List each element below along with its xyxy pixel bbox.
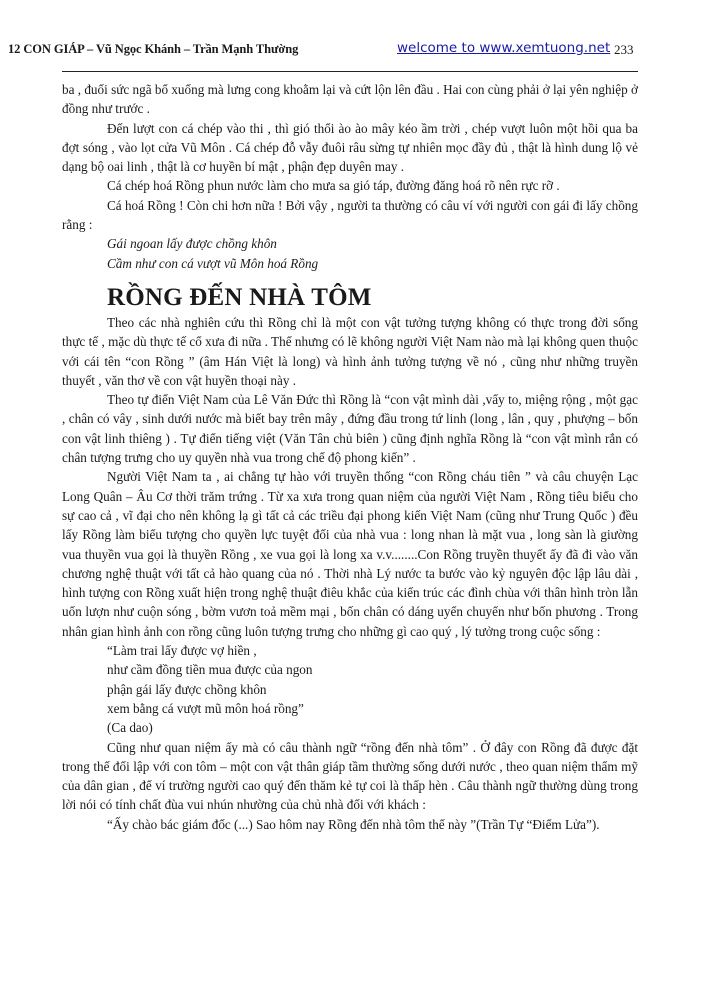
verse-line: Gái ngoan lấy được chồng khôn: [107, 236, 277, 252]
verse-line: xem bằng cá vượt mũ môn hoá rồng”: [107, 700, 304, 716]
page-number: 233: [614, 42, 634, 57]
verse-line: phận gái lấy được chồng khôn: [107, 681, 267, 697]
website-link[interactable]: welcome to www.xemtuong.net: [397, 40, 611, 56]
intro-paragraph-1: ba , đuối sức ngã bổ xuống mà lưng cong khoằm lại và cứt lộn lên đầu . Hai con cùng phải ở lại yên nghiệp ở đồng như trước .: [62, 82, 638, 117]
page-body: [62, 80, 638, 834]
header-divider: [62, 71, 638, 72]
section-paragraph-3: Người Việt Nam ta , ai chẳng tự hào với truyền thống “con Rồng cháu tiên ” và câu chuyện Lạc Long Quân – Âu Cơ thời trăm trứng . Từ xa xưa trong quan niệm của người Việt Nam , Rồng tiêu biểu cho sự cao cả , vĩ đại cho nên không lạ gì tất cả các triều đại phong kiến Việt Nam (cũng như Trung Quốc ) đều lấy Rồng làm biểu tượng cho quyền lực tuyệt đối của nhà vua : long nhan là mặt vua , long sàn là giường vua thuyền vua gọi là thuyền Rồng , xe vua gọi là long xa v.v........Con Rồng truyền thuyết ấy đã đi vào văn chương nghệ thuật với tất cả hào quang của nó . Thời nhà Lý nước ta bước vào kỷ nguyên độc lập lâu dài , hình tượng con Rồng xuất hiện trong nghệ thuật điêu khắc của kiến trúc các đình chùa với thân hình tròn lẵn uốn lượn như cuộn sóng , bờm vươn toả mềm mại , bốn chân có dáng uyển chuyển như bốn phương . Trong nhân gian hình ảnh con rồng cũng luôn tượng trưng cho những gì cao quý , lý tưởng trong cuộc sống :: [62, 469, 638, 639]
page-header: [0, 42, 702, 64]
section-paragraph-5: “Ấy chào bác giám đốc (...) Sao hôm nay Rồng đến nhà tôm thế này ”(Trần Tự “Điểm Lửa”).: [107, 816, 600, 832]
book-title: 12 CON GIÁP – Vũ Ngọc Khánh – Trần Mạnh Thường: [8, 42, 299, 56]
section-paragraph-4: Cũng như quan niệm ấy mà có câu thành ngữ “rồng đến nhà tôm” . Ở đây con Rồng đã được đặt trong thế đối lập với con tôm – một con vật thân giáp tầm thường sống dưới nước , theo quan niệm thẩm mỹ của dân gian , để ví trường người cao quý đến thăm kẻ tự coi là thấp hèn . Câu thành ngữ thường dùng trong lời nói có tính chất đùa vui nhún nhường của chủ nhà đối với khách :: [62, 739, 638, 813]
intro-paragraph-3: Cá chép hoá Rồng phun nước làm cho mưa sa gió táp, đường đăng hoá rõ nên rực rỡ .: [107, 178, 560, 194]
folk-verse: [62, 641, 638, 737]
intro-verse: [62, 234, 638, 273]
verse-source: (Ca dao): [107, 720, 153, 736]
section-paragraph-1: Theo các nhà nghiên cứu thì Rồng chỉ là một con vật tưởng tượng không có thực trong đời sống thực tế , mặc dù thực tế cổ xưa đi nữa . Thế nhưng có lẽ không người Việt Nam nào mà lại không quen thuộc với cái tên “con Rồng ” (âm Hán Việt là long) và hình ảnh tưởng tượng về nó , cũng như những truyền thuyết , văn thơ về con vật huyền thoại này .: [62, 314, 638, 388]
section-paragraph-2: Theo tự điển Việt Nam của Lê Văn Đức thì Rồng là “con vật mình dài ,vẩy to, miệng rộng , một gạc , chân có vây , sinh dưới nước mà biết bay trên mây , đứng đầu trong tứ linh (long , lân , quy , phượng – bốn con vật linh thiêng ) . Tự điển tiếng việt (Văn Tân chủ biên ) cũng định nghĩa Rồng là “con vật mình rắn có chân tượng trưng cho uy quyền nhà vua trong chế độ phong kiến” .: [62, 392, 638, 466]
verse-line: Cầm như con cá vượt vũ Môn hoá Rồng: [107, 255, 319, 271]
verse-line: như cầm đồng tiền mua được của ngon: [107, 662, 313, 678]
intro-paragraph-4: Cá hoá Rồng ! Còn chi hơn nữa ! Bởi vậy , người ta thường có câu ví với người con gái đi lấy chồng rằng :: [62, 197, 638, 233]
verse-line: “Làm trai lấy được vợ hiền ,: [107, 643, 257, 659]
intro-paragraph-2: Đến lượt con cá chép vào thi , thì gió thổi ào ào mây kéo ầm trời , chép vượt luôn một hồi qua ba đợt sóng , vào lọt cửa Vũ Môn . Cá chép đỗ vẫy đuôi râu sừng tự nhiên mọc đầy đủ , thật là hình dung lộ vẻ dạng bộ oai linh , thật là cơ huyền bí mật , phận đẹp duyên may .: [62, 120, 638, 175]
section-title: RỒNG ĐẾN NHÀ TÔM: [107, 283, 372, 311]
